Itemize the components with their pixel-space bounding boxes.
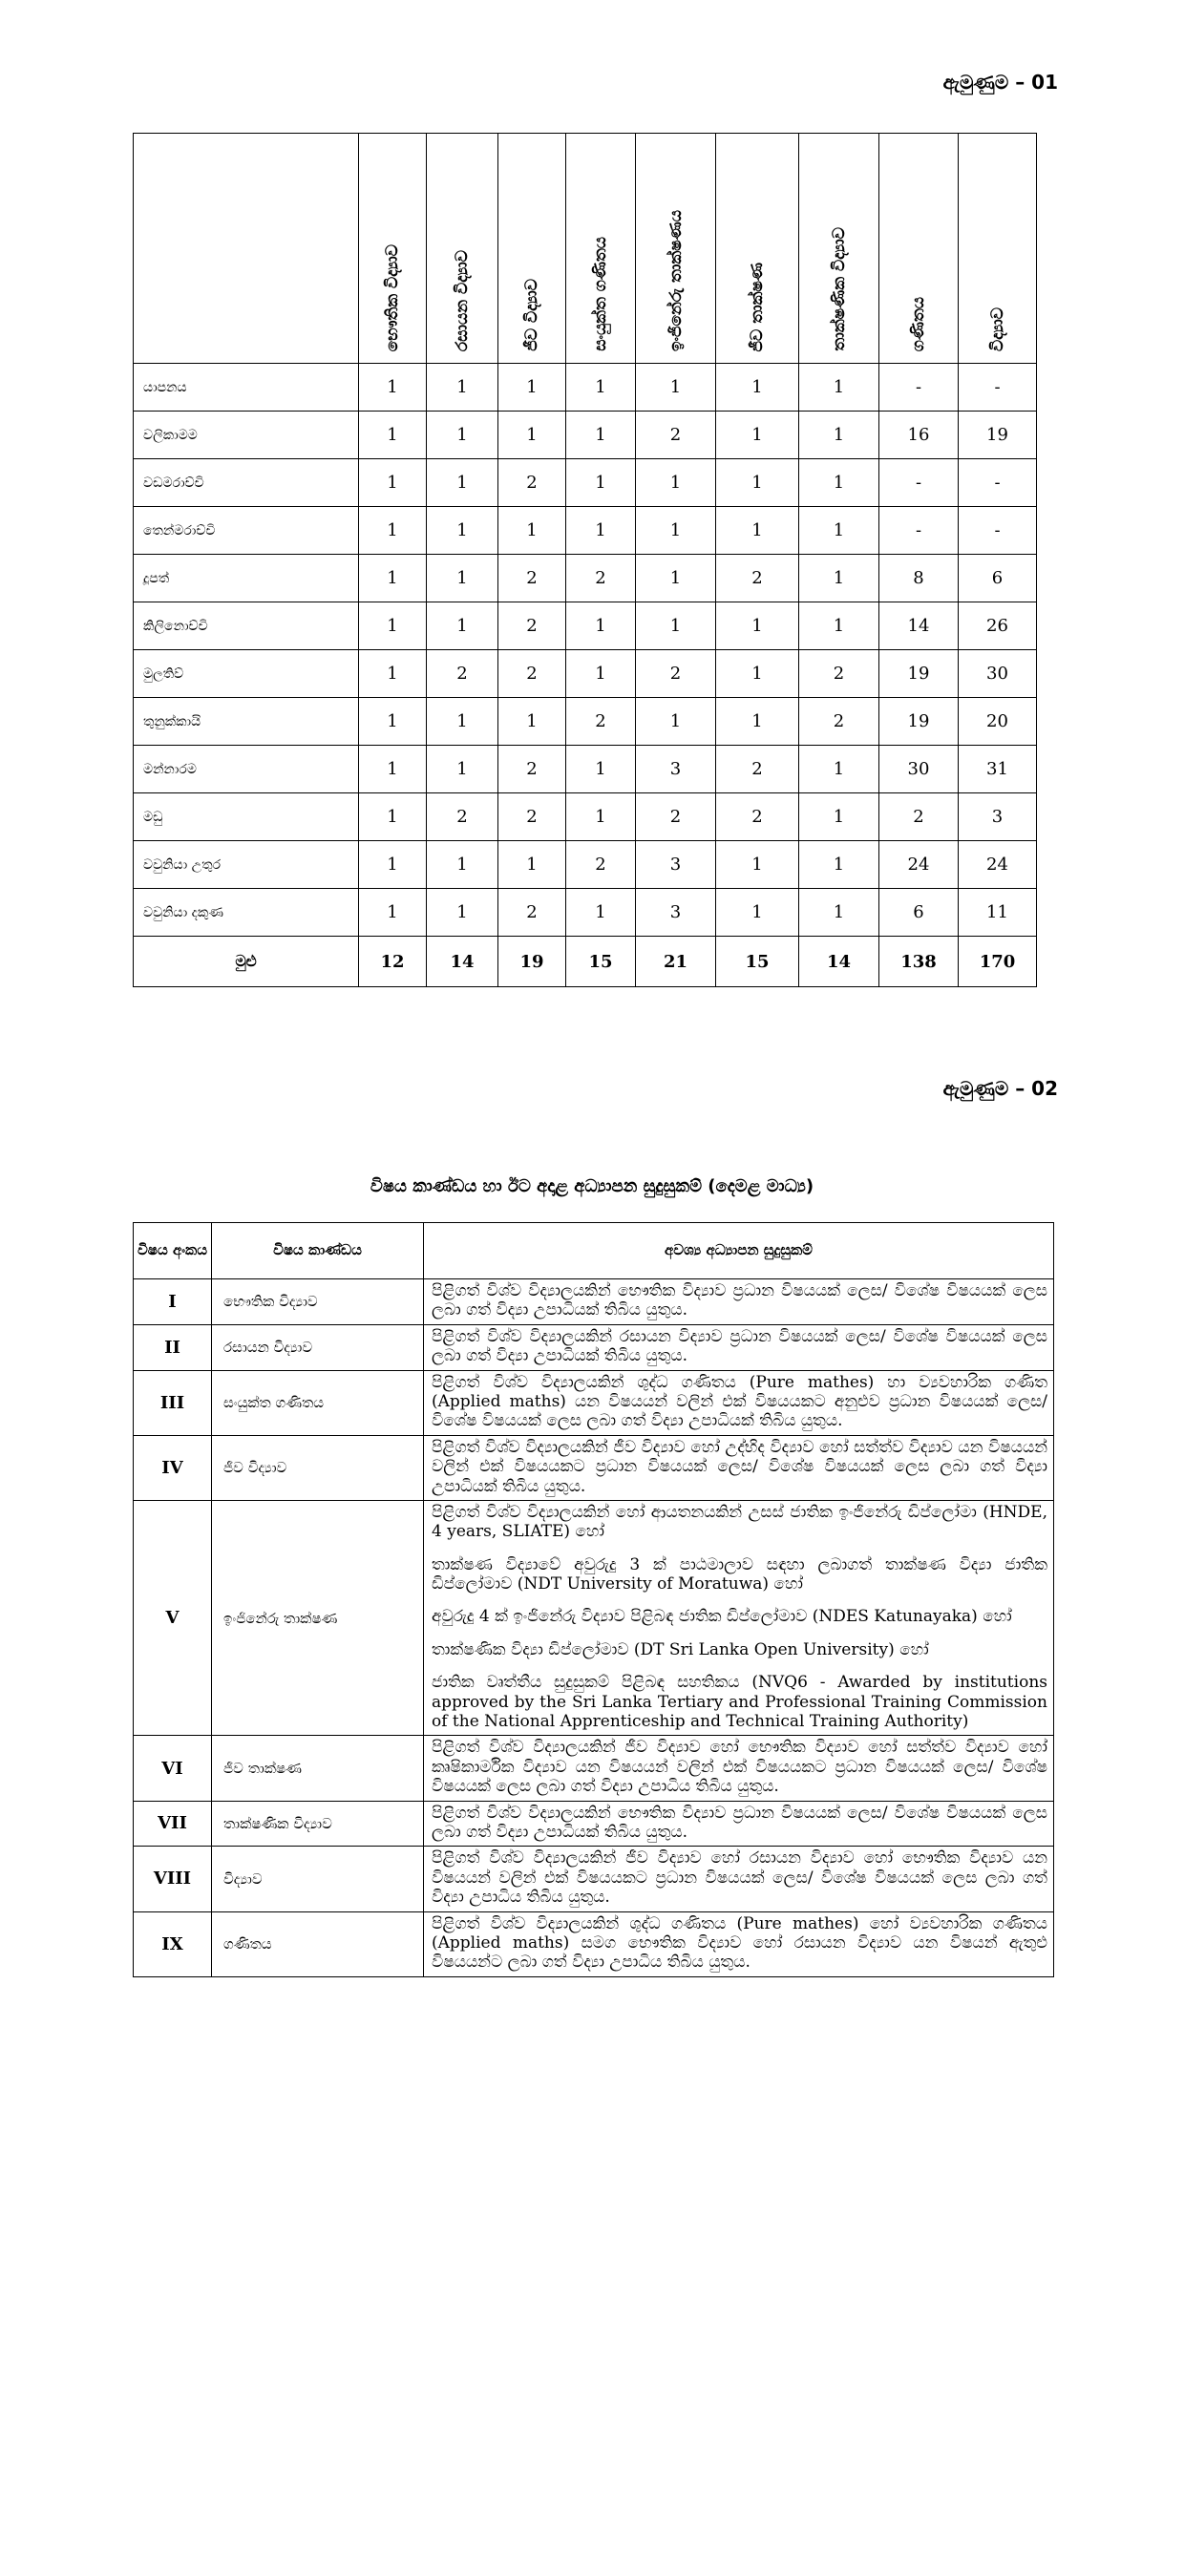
- vacancy-count: 2: [566, 555, 636, 602]
- vacancy-count: 24: [879, 841, 959, 889]
- vacancy-count: 2: [566, 698, 636, 746]
- qualification-text: [424, 1500, 1054, 1736]
- table-row: [134, 459, 1037, 507]
- table-row: [134, 602, 1037, 650]
- qualification-paragraph: පිළිගත් විශ්ව විද්‍යාලයකින් ශුද්ධ ගණිතය (Pure mathes) හා ව්‍යවහාරික ගණිත (Applied maths) යන විෂයයන් වලින් එක් විෂයයකට අනුළුව ප්‍රධාන විෂයයක් ලෙස/ විශේෂ විෂයයක් ලෙස ලබා ගත් විද්‍යා උපාධියක් තිබිය යුතුය.: [432, 1372, 1047, 1431]
- qualification-paragraph: පිළිගත් විශ්ව විද්‍යාලයකින් ජීව විද්‍යාව හෝ භෞතික විද්‍යාව හෝ සත්ත්ව විද්‍යාව හෝ කෘෂිකාර්මික විද්‍යාව යන විෂයයන් වලින් එක් විෂයයකට ප්‍රධාන විෂයයක් ලෙස/ විශේෂ විෂයයක් ලෙස ලබා ගත් විද්‍යා උපාධිය තිබිය යුතුය.: [432, 1738, 1047, 1797]
- table-row: [134, 746, 1037, 793]
- vacancy-count: 1: [566, 889, 636, 937]
- subject-code: II: [134, 1324, 212, 1370]
- qualification-paragraph: පිළිගත් විශ්ව විද්‍යාලයකින් රසායන විද්‍යාව ප්‍රධාන විෂයයක් ලෙස/ විශේෂ විෂයයක් ලෙස ලබා ගත් විද්‍යා උපාධියක් තිබිය යුතුය.: [432, 1326, 1047, 1366]
- vacancy-count: 1: [498, 507, 566, 555]
- vacancy-count: -: [959, 507, 1037, 555]
- vacancy-count: 3: [636, 746, 716, 793]
- qualification-text: [424, 1801, 1054, 1847]
- vacancy-count: 30: [959, 650, 1037, 698]
- vacancy-count: 1: [498, 364, 566, 412]
- qualification-row: [134, 1370, 1054, 1435]
- vacancy-count: 1: [799, 602, 879, 650]
- table2-header-row: [134, 1223, 1054, 1279]
- vacancy-count: 1: [716, 412, 799, 459]
- vacancy-count: 30: [879, 746, 959, 793]
- qualification-text: [424, 1435, 1054, 1500]
- qualification-header: අවශ්‍ය අධ්‍යාපන සුදුසුකම්: [424, 1223, 1054, 1279]
- vacancy-count: 1: [799, 841, 879, 889]
- total-count: 14: [799, 937, 879, 987]
- vacancy-count: 1: [799, 746, 879, 793]
- vacancy-count: 24: [959, 841, 1037, 889]
- vacancy-count: 14: [879, 602, 959, 650]
- vacancy-count: -: [959, 459, 1037, 507]
- vacancy-count: 1: [716, 698, 799, 746]
- qualifications-table: [133, 1222, 1054, 1977]
- vacancy-count: 1: [359, 364, 427, 412]
- vacancy-count: 1: [427, 889, 498, 937]
- region-name: වවුනියා දකුණ: [134, 889, 359, 937]
- vacancy-count: 1: [636, 507, 716, 555]
- region-name: යාපනය: [134, 364, 359, 412]
- vacancy-count: 1: [566, 507, 636, 555]
- vacancy-count: -: [959, 364, 1037, 412]
- subject-header: රසායන විද්‍යාව: [427, 134, 498, 364]
- vacancy-count: 1: [498, 412, 566, 459]
- table-row: [134, 698, 1037, 746]
- vacancy-count: 2: [427, 793, 498, 841]
- subject-category: තාක්ෂණික විද්‍යාව: [212, 1801, 424, 1847]
- table-row: [134, 364, 1037, 412]
- annex-1-label: ඇමුණුම – 01: [942, 71, 1058, 94]
- vacancy-count: 2: [498, 746, 566, 793]
- table1-corner-cell: [134, 134, 359, 364]
- vacancy-count: 1: [799, 793, 879, 841]
- qualification-paragraph: පිළිගත් විශ්ව විද්‍යාලයකින් ශුද්ධ ගණිතය (Pure mathes) හෝ ව්‍යවහාරික ගණිතය (Applied maths) සමග භෞතික විද්‍යාව හෝ රසායන විද්‍යාව යන විෂයන් ඇතුළු විෂයයන්ට ලබා ගත් විද්‍යා උපාධිය තිබිය යුතුය.: [432, 1913, 1047, 1973]
- vacancy-count: -: [879, 507, 959, 555]
- vacancy-count: 1: [636, 459, 716, 507]
- total-count: 21: [636, 937, 716, 987]
- qualification-paragraph: අවුරුදු 4 ක් ඉංජිනේරු විද්‍යාව පිළිබඳ ජාතික ඩිප්ලෝමාව (NDES Katunayaka) හෝ: [432, 1607, 1012, 1627]
- vacancy-count: -: [879, 364, 959, 412]
- subject-code: III: [134, 1370, 212, 1435]
- vacancy-count: 16: [879, 412, 959, 459]
- qualification-paragraph: පිළිගත් විශ්ව විද්‍යාලයකින් භෞතික විද්‍යාව ප්‍රධාන විෂයයක් ලෙස/ විශේෂ විෂයයක් ලෙස ලබා ගත් විද්‍යා උපාධියක් තිබිය යුතුය.: [432, 1281, 1047, 1320]
- subject-header: ජීව තාක්ෂණ: [716, 134, 799, 364]
- vacancy-count: 1: [716, 889, 799, 937]
- vacancy-count: 1: [359, 889, 427, 937]
- vacancy-count: 1: [716, 650, 799, 698]
- vacancy-count: 1: [359, 746, 427, 793]
- subject-code: I: [134, 1279, 212, 1325]
- subject-header: තාක්ෂණික විද්‍යාව: [799, 134, 879, 364]
- vacancy-count: 1: [427, 507, 498, 555]
- vacancy-count: 1: [566, 793, 636, 841]
- vacancy-count: 1: [716, 507, 799, 555]
- vacancy-count: 2: [716, 555, 799, 602]
- table-row: [134, 650, 1037, 698]
- vacancy-count: 1: [566, 364, 636, 412]
- vacancy-count: 1: [636, 602, 716, 650]
- vacancy-count: 8: [879, 555, 959, 602]
- vacancy-count: 3: [959, 793, 1037, 841]
- vacancy-count: 1: [799, 889, 879, 937]
- total-label: මුළු: [134, 937, 359, 987]
- qualification-row: [134, 1324, 1054, 1370]
- vacancy-count: 31: [959, 746, 1037, 793]
- region-name: කිලිනොච්චි: [134, 602, 359, 650]
- subject-category: ගණිතය: [212, 1911, 424, 1976]
- vacancy-count: 2: [799, 650, 879, 698]
- vacancy-count: 1: [799, 459, 879, 507]
- vacancy-count: 1: [359, 841, 427, 889]
- vacancy-count: 20: [959, 698, 1037, 746]
- subject-category: භෞතික විද්‍යාව: [212, 1279, 424, 1325]
- subject-header: ජීව විද්‍යාව: [498, 134, 566, 364]
- subject-code-header: විෂය අංකය: [134, 1223, 212, 1279]
- subject-code: IX: [134, 1911, 212, 1976]
- vacancy-count: 11: [959, 889, 1037, 937]
- vacancy-count: 1: [427, 602, 498, 650]
- qualification-paragraph: පිළිගත් විශ්ව විද්‍යාලයකින් භෞතික විද්‍යාව ප්‍රධාන විෂයයක් ලෙස/ විශේෂ විෂයයක් ලෙස ලබා ගත් විද්‍යා උපාධියක් තිබිය යුතුය.: [432, 1803, 1047, 1842]
- vacancy-count: 1: [359, 507, 427, 555]
- subject-code: V: [134, 1500, 212, 1736]
- vacancy-count: 2: [498, 459, 566, 507]
- qualification-row: [134, 1736, 1054, 1801]
- qualification-row: [134, 1500, 1054, 1736]
- qualification-paragraph: තාක්ෂණික විද්‍යා ඩිප්ලෝමාව (DT Sri Lanka Open University) හෝ: [432, 1639, 929, 1659]
- table-row: [134, 841, 1037, 889]
- subject-category: ජීව විද්‍යාව: [212, 1435, 424, 1500]
- qualification-paragraph: තාක්ෂණ විද්‍යාවේ අවුරුදු 3 ක් පාඨමාලාව සඳහා ලබාගත් තාක්ෂණ විද්‍යා ජාතික ඩිප්ලෝමාව (NDT University of Moratuwa) හෝ: [432, 1554, 1047, 1594]
- vacancy-count: 1: [427, 459, 498, 507]
- subject-header: විද්‍යාව: [959, 134, 1037, 364]
- total-count: 138: [879, 937, 959, 987]
- vacancy-count: 1: [427, 412, 498, 459]
- qualification-row: [134, 1847, 1054, 1911]
- total-count: 15: [716, 937, 799, 987]
- vacancy-count: 1: [566, 602, 636, 650]
- vacancy-count: 2: [636, 412, 716, 459]
- qualification-row: [134, 1279, 1054, 1325]
- vacancy-count: 3: [636, 889, 716, 937]
- vacancy-count: 1: [359, 459, 427, 507]
- vacancy-count: 1: [359, 602, 427, 650]
- vacancy-count: 2: [498, 555, 566, 602]
- qualifications-title: විෂය කාණ්ඩය හා ඊට අදාළ අධ්‍යාපන සුදුසුකම් (දෙමළ මාධ්‍ය): [370, 1176, 814, 1196]
- vacancy-count: 1: [799, 555, 879, 602]
- subject-header: ඉංජිනේරු තාක්ෂණය: [636, 134, 716, 364]
- vacancy-count: 1: [359, 555, 427, 602]
- vacancy-count: 1: [566, 650, 636, 698]
- region-name: වවුනියා උතුර: [134, 841, 359, 889]
- vacancy-count: 1: [799, 507, 879, 555]
- vacancy-count: 3: [636, 841, 716, 889]
- region-name: මන්නාරම: [134, 746, 359, 793]
- vacancy-count: 2: [716, 746, 799, 793]
- region-name: තුනුක්කායි: [134, 698, 359, 746]
- qualification-text: [424, 1911, 1054, 1976]
- region-name: දූපත්: [134, 555, 359, 602]
- table-row: [134, 412, 1037, 459]
- vacancy-count: 1: [636, 555, 716, 602]
- vacancy-count: 1: [359, 793, 427, 841]
- subject-category: ඉංජිනේරු තාක්ෂණ: [212, 1500, 424, 1736]
- vacancy-count: 2: [498, 602, 566, 650]
- vacancy-count: -: [879, 459, 959, 507]
- vacancy-count: 1: [636, 698, 716, 746]
- vacancy-count: 1: [799, 412, 879, 459]
- vacancy-count: 1: [716, 459, 799, 507]
- vacancy-count: 1: [716, 602, 799, 650]
- qualification-row: [134, 1435, 1054, 1500]
- vacancy-count: 1: [498, 841, 566, 889]
- vacancy-count: 1: [716, 364, 799, 412]
- vacancy-count: 1: [359, 698, 427, 746]
- subject-header: ගණිතය: [879, 134, 959, 364]
- subject-header: භෞතික විද්‍යාව: [359, 134, 427, 364]
- subject-header: සංයුක්ත ගණිතය: [566, 134, 636, 364]
- vacancy-count: 1: [799, 364, 879, 412]
- vacancy-count: 2: [799, 698, 879, 746]
- table-row: [134, 507, 1037, 555]
- vacancy-count: 6: [879, 889, 959, 937]
- qualification-text: [424, 1736, 1054, 1801]
- total-count: 14: [427, 937, 498, 987]
- qualification-text: [424, 1279, 1054, 1325]
- vacancy-count: 1: [498, 698, 566, 746]
- vacancy-count: 1: [427, 841, 498, 889]
- total-row: [134, 937, 1037, 987]
- vacancy-count: 1: [359, 412, 427, 459]
- vacancy-count: 19: [879, 650, 959, 698]
- qualification-paragraph: පිළිගත් විශ්ව විද්‍යාලයකින් ජීව විද්‍යාව හෝ උද්භිද විද්‍යාව හෝ සත්ත්ව විද්‍යාව යන විෂයයන් වලින් එක් විෂයයකට ප්‍රධාන විෂයයක් ලෙස/ විශේෂ විෂයයක් ලෙස ලබා ගත් විද්‍යා උපාධියක් තිබිය යුතුය.: [432, 1437, 1047, 1496]
- subject-category-header: විෂය කාණ්ඩය: [212, 1223, 424, 1279]
- vacancy-count: 1: [427, 698, 498, 746]
- total-count: 12: [359, 937, 427, 987]
- qualification-row: [134, 1911, 1054, 1976]
- qualification-paragraph: ජාතික වෘත්තීය සුදුසුකම් පිළිබඳ සහතිකය (NVQ6 - Awarded by institutions approved by the Sri Lanka Tertiary and Professional Training Commission of the National Apprenticeship and Technical Training Authority): [432, 1673, 1047, 1732]
- total-count: 19: [498, 937, 566, 987]
- total-count: 15: [566, 937, 636, 987]
- table1-header-row: [134, 134, 1037, 364]
- qualification-text: [424, 1847, 1054, 1911]
- table-row: [134, 889, 1037, 937]
- vacancy-count: 1: [566, 459, 636, 507]
- table-row: [134, 555, 1037, 602]
- subject-category: රසායන විද්‍යාව: [212, 1324, 424, 1370]
- vacancy-count: 2: [636, 650, 716, 698]
- vacancy-count: 1: [427, 364, 498, 412]
- vacancy-count: 2: [566, 841, 636, 889]
- qualification-paragraph: පිළිගත් විශ්ව විද්‍යාලයකින් ජීව විද්‍යාව හෝ රසායන විද්‍යාව හෝ භෞතික විද්‍යාව යන විෂයයන් වලින් එක් විෂයයකට ප්‍රධාන විෂයයක් ලෙස/ විශේෂ විෂයයක් ලෙස ලබා ගත් විද්‍යා උපාධිය තිබිය යුතුය.: [432, 1848, 1047, 1908]
- qualification-text: [424, 1370, 1054, 1435]
- region-name: මුලතිව්: [134, 650, 359, 698]
- annex-2-label: ඇමුණුම – 02: [942, 1077, 1058, 1100]
- subject-code: IV: [134, 1435, 212, 1500]
- vacancy-count: 1: [427, 746, 498, 793]
- subject-code: VIII: [134, 1847, 212, 1911]
- vacancy-count: 2: [716, 793, 799, 841]
- vacancy-count: 1: [359, 650, 427, 698]
- vacancy-count: 1: [427, 555, 498, 602]
- vacancy-count: 19: [959, 412, 1037, 459]
- vacancy-count: 1: [566, 746, 636, 793]
- vacancy-count: 6: [959, 555, 1037, 602]
- region-name: තෙන්මරාච්චි: [134, 507, 359, 555]
- vacancy-count: 26: [959, 602, 1037, 650]
- subject-code: VII: [134, 1801, 212, 1847]
- vacancy-count: 2: [879, 793, 959, 841]
- teacher-vacancy-table: [133, 133, 1037, 987]
- vacancy-count: 1: [716, 841, 799, 889]
- subject-category: විද්‍යාව: [212, 1847, 424, 1911]
- region-name: වඩමරාච්චි: [134, 459, 359, 507]
- qualification-text: [424, 1324, 1054, 1370]
- total-count: 170: [959, 937, 1037, 987]
- vacancy-count: 19: [879, 698, 959, 746]
- vacancy-count: 2: [636, 793, 716, 841]
- subject-code: VI: [134, 1736, 212, 1801]
- qualification-row: [134, 1801, 1054, 1847]
- table-row: [134, 793, 1037, 841]
- vacancy-count: 1: [566, 412, 636, 459]
- vacancy-count: 2: [498, 650, 566, 698]
- subject-category: සංයුක්ත ගණිතය: [212, 1370, 424, 1435]
- region-name: වලිකාමම: [134, 412, 359, 459]
- vacancy-count: 2: [498, 889, 566, 937]
- vacancy-count: 2: [427, 650, 498, 698]
- qualification-paragraph: පිළිගත් විශ්ව විද්‍යාලයකින් හෝ ආයතනයකින් උසස් ජාතික ඉංජිනේරු ඩිප්ලෝමා (HNDE, 4 years, SLIATE) හෝ: [432, 1502, 1047, 1542]
- vacancy-count: 1: [636, 364, 716, 412]
- vacancy-count: 2: [498, 793, 566, 841]
- subject-category: ජීව තාක්ෂණ: [212, 1736, 424, 1801]
- region-name: මඩු: [134, 793, 359, 841]
